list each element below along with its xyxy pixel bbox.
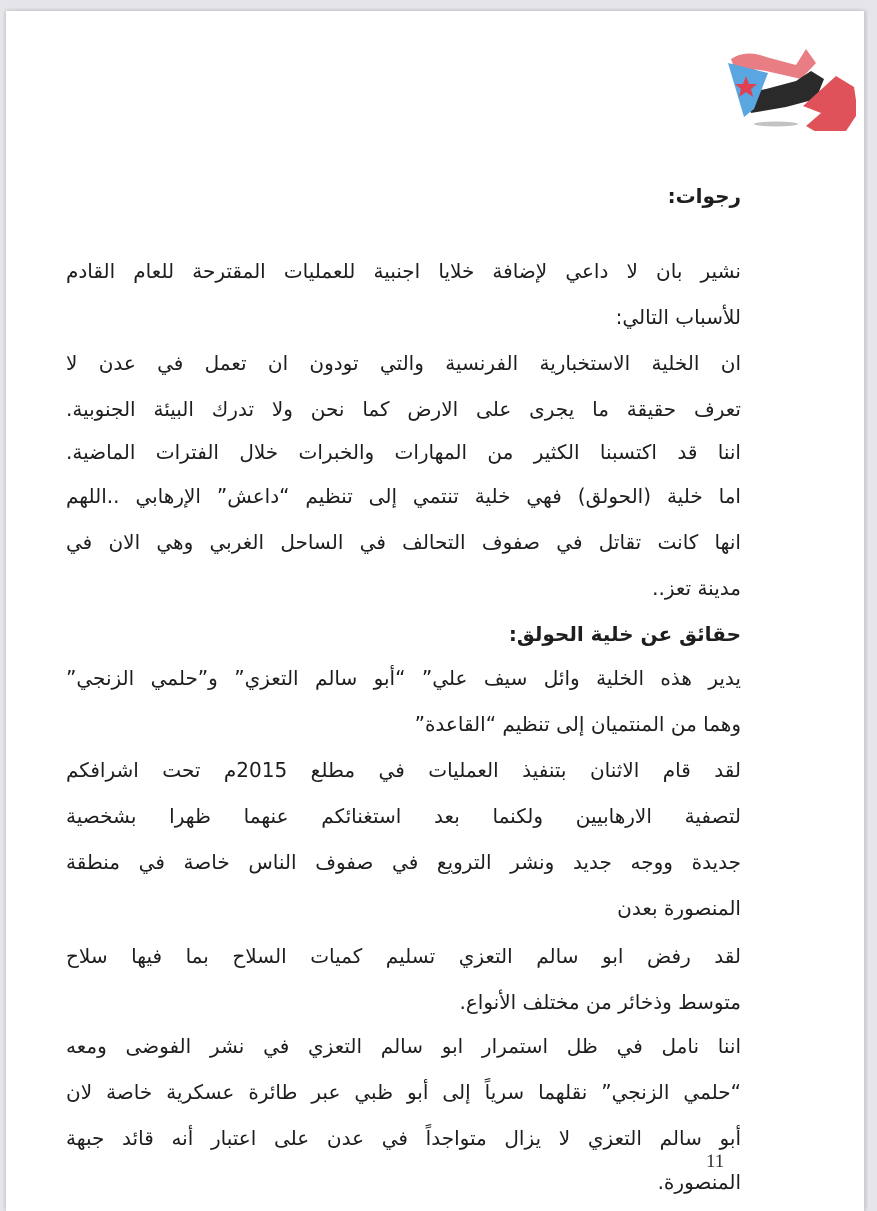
paragraph-line: اما خلية (الحولق) فهي خلية تنتمي إلى تنظيم “داعش” الإرهابي ..اللهم <box>66 484 741 508</box>
flag-logo-icon <box>706 21 856 131</box>
section-title: رجوات: <box>667 184 741 208</box>
paragraph-line: وهما من المنتميان إلى تنظيم “القاعدة” <box>414 712 741 736</box>
paragraph-line: لقد قام الاثنان بتنفيذ العمليات في مطلع 2015م تحت اشرافكم <box>66 758 742 782</box>
paragraph-line: المنصورة. <box>657 1170 741 1194</box>
paragraph-line: لتصفية الارهابيين ولكنما بعد استغنائكم عنهما ظهرا بشخصية <box>66 804 741 828</box>
paragraph-line: يدير هذه الخلية وائل سيف علي” “أبو سالم التعزي” و”حلمي الزنجي” <box>66 666 741 690</box>
document-page <box>6 11 865 1211</box>
paragraph-line: ان الخلية الاستخبارية الفرنسية والتي تودون ان تعمل في عدن لا <box>66 351 741 375</box>
paragraph-line: تعرف حقيقة ما يجرى على الارض كما نحن ولا تدرك البيئة الجنوبية. <box>66 397 741 421</box>
page-number: 11 <box>706 1151 725 1172</box>
paragraph-line: “حلمي الزنجي” نقلهما سرياً إلى أبو ظبي عبر طائرة عسكرية خاصة لان <box>66 1080 741 1104</box>
paragraph-line: نشير بان لا داعي لإضافة خلايا اجنبية للعمليات المقترحة للعام القادم <box>66 259 741 283</box>
paragraph-line: المنصورة بعدن <box>617 896 741 920</box>
paragraph-line: انها كانت تقاتل في صفوف التحالف في الساحل الغربي وهي الان في <box>66 530 741 554</box>
section-heading: حقائق عن خلية الحولق: <box>508 622 741 646</box>
paragraph-line: أبو سالم التعزي لا يزال متواجداً في عدن على اعتبار أنه قائد جبهة <box>66 1126 741 1150</box>
paragraph-line: لقد رفض ابو سالم التعزي تسليم كميات السلاح بما فيها سلاح <box>66 944 741 968</box>
paragraph-line: للأسباب التالي: <box>615 305 741 329</box>
paragraph-line: مدينة تعز.. <box>652 576 741 600</box>
paragraph-line: متوسط وذخائر من مختلف الأنواع. <box>459 990 741 1014</box>
paragraph-line: اننا نامل في ظل استمرار ابو سالم التعزي في نشر الفوضى ومعه <box>66 1034 741 1058</box>
paragraph-line: جديدة ووجه جديد ونشر الترويع في صفوف الناس خاصة في منطقة <box>66 850 741 874</box>
paragraph-line: اننا قد اكتسبنا الكثير من المهارات والخبرات خلال الفترات الماضية. <box>66 440 741 464</box>
